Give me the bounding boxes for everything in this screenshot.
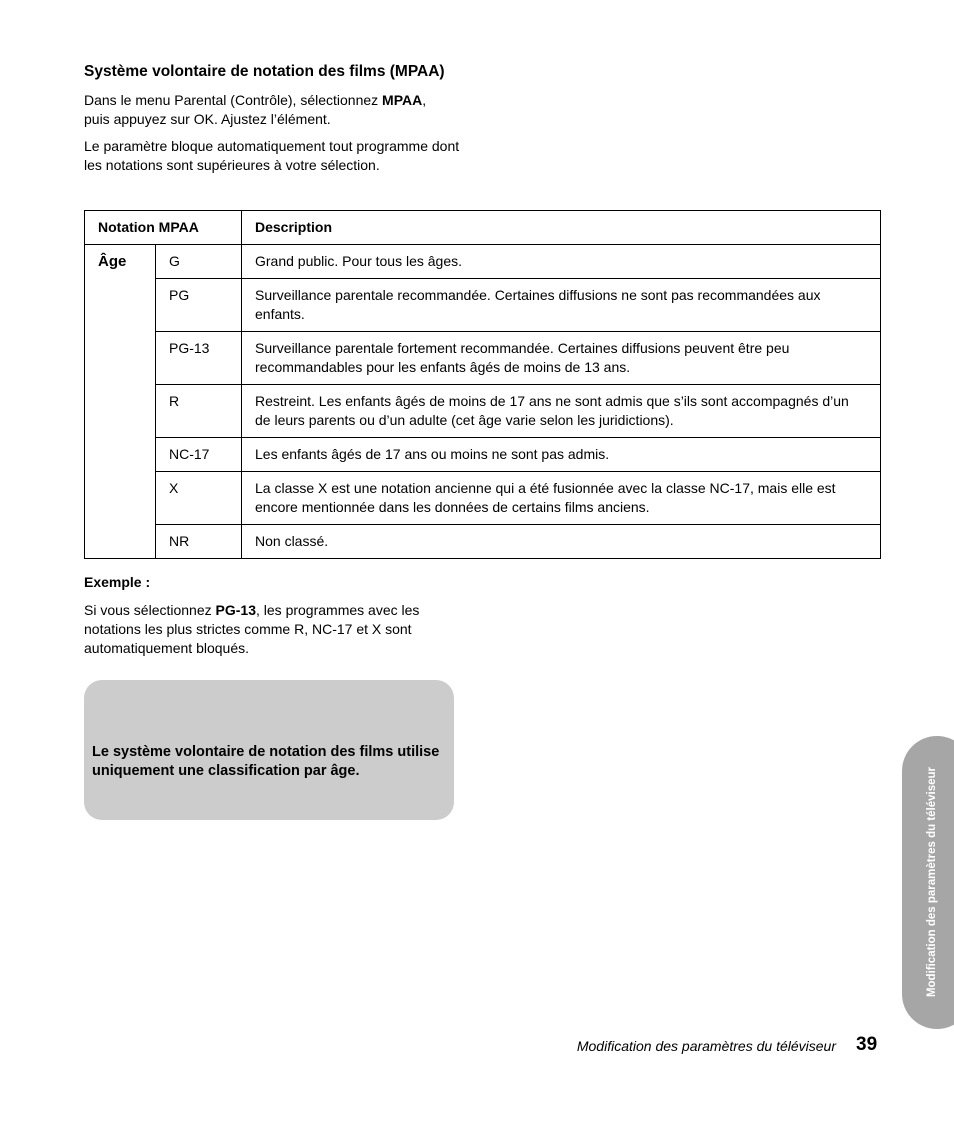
table-header-row <box>85 211 881 245</box>
table-row <box>85 385 881 438</box>
intro-text-after: , puis appuyez sur OK. Ajustez l’élément. <box>84 92 427 127</box>
rating-code: PG-13 <box>156 332 242 385</box>
example-text-after: , les programmes avec les notations les plus strictes comme R, NC-17 et X sont automatiquement bloqués. <box>84 602 420 656</box>
rating-description: Grand public. Pour tous les âges. <box>242 245 881 279</box>
example-label: Exemple : <box>84 574 151 590</box>
rating-code: X <box>156 472 242 525</box>
section-heading: Système volontaire de notation des films (MPAA) <box>84 63 445 80</box>
table-row <box>85 472 881 525</box>
rating-description: Surveillance parentale fortement recommandée. Certaines diffusions peuvent être peu recommandables pour les enfants âgés de moins de 13 ans. <box>242 332 881 385</box>
note-text: Le système volontaire de notation des films utilise uniquement une classification par âge. <box>92 744 440 779</box>
intro-text-before: Dans le menu Parental (Contrôle), sélectionnez <box>84 92 383 108</box>
rating-code: NC-17 <box>156 438 242 472</box>
rating-code: G <box>156 245 242 279</box>
ratings-table <box>84 210 881 559</box>
intro-paragraph-2: Le paramètre bloque automatiquement tout programme dont les notations sont supérieures à votre sélection. <box>84 138 460 173</box>
rating-code: PG <box>156 279 242 332</box>
rating-description: Surveillance parentale recommandée. Certaines diffusions ne sont pas recommandées aux enfants. <box>242 279 881 332</box>
table-row <box>85 438 881 472</box>
table-row <box>85 332 881 385</box>
table-row <box>85 279 881 332</box>
footer-chapter-title: Modification des paramètres du téléviseur <box>576 1038 836 1054</box>
header-notation: Notation MPAA <box>85 211 242 245</box>
rating-code: NR <box>156 525 242 559</box>
page-number: 39 <box>856 1034 878 1055</box>
rating-description: Non classé. <box>242 525 881 559</box>
example-text-before: Si vous sélectionnez <box>84 602 216 618</box>
note-box <box>84 680 454 820</box>
rating-description: La classe X est une notation ancienne qui a été fusionnée avec la classe NC-17, mais elle est encore mentionnée dans les données de certains films anciens. <box>242 472 881 525</box>
rating-code: R <box>156 385 242 438</box>
example-pg13-bold: PG-13 <box>215 602 256 618</box>
intro-paragraph-1 <box>84 91 474 129</box>
intro-mpaa-bold: MPAA <box>382 92 423 108</box>
rating-description: Restreint. Les enfants âgés de moins de 17 ans ne sont admis que s’ils sont accompagnés d’un de leurs parents ou d’un adulte (cet âge varie selon les juridictions). <box>242 385 881 438</box>
age-label: Âge <box>85 245 156 559</box>
chapter-side-tab <box>902 736 954 1029</box>
table-row <box>85 525 881 559</box>
side-tab-label: Modification des paramètres du téléviseur <box>926 766 938 998</box>
table-row <box>85 245 881 279</box>
rating-description: Les enfants âgés de 17 ans ou moins ne sont pas admis. <box>242 438 881 472</box>
example-paragraph <box>84 601 474 658</box>
header-description: Description <box>242 211 881 245</box>
